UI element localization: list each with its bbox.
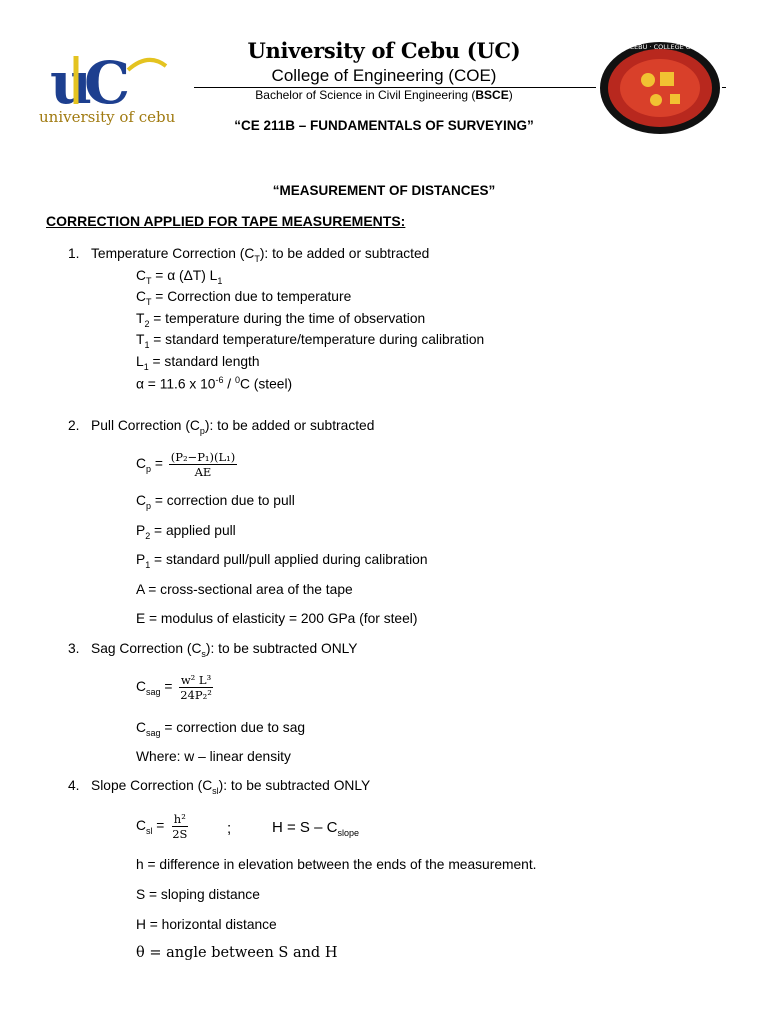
definition-line: h = difference in elevation between the ends of the measurement.: [136, 857, 537, 872]
definition-line: Where: w – linear density: [136, 749, 291, 764]
item-number: 3.: [68, 641, 80, 656]
definition-line: $C_p$ = correction due to pull: [136, 493, 295, 511]
definition-line: $L_1$ = standard length: [136, 354, 260, 372]
sag-correction-heading: Sag Correction $(C_s)$: to be subtracted ONLY: [91, 641, 358, 659]
definition-line: α = 11.6 x $10^{-6} / ^0C$ (steel): [136, 375, 293, 392]
item-number: 1.: [68, 246, 80, 261]
definition-line: $P_2$ = applied pull: [136, 523, 236, 541]
temperature-formula: $C_T = \alpha$ (ΔT) $L_1$: [136, 268, 223, 286]
item-number: 2.: [68, 418, 80, 433]
document-title: “MEASUREMENT OF DISTANCES”: [272, 183, 496, 198]
pull-formula: $C_p$ = $\frac{\text{(P₂−P₁)(L₁)}}{AE}$: [136, 450, 236, 479]
college-name: College of Engineering (COE): [271, 66, 497, 85]
svg-text:C: C: [84, 49, 131, 117]
definition-line: $P_1$ = standard pull/pull applied during calibration: [136, 552, 428, 570]
item-number: 4.: [68, 778, 80, 793]
horizontal-distance-formula: $H = S - C_{slope}$: [272, 819, 359, 838]
definition-line: $C_T$ = Correction due to temperature: [136, 289, 352, 307]
definition-line: $T_2$ = temperature during the time of observation: [136, 311, 426, 329]
formula-separator: ;: [227, 820, 232, 837]
svg-text:u: u: [50, 49, 93, 117]
definition-line: H = horizontal distance: [136, 917, 277, 932]
pull-correction-heading: Pull Correction $(C_p)$: to be added or subtracted: [91, 418, 375, 436]
university-name: University of Cebu (UC): [247, 38, 521, 63]
definition-line: θ = angle between S and H: [136, 945, 338, 961]
svg-text:university of cebu: university of cebu: [39, 108, 176, 126]
section-title: CORRECTION APPLIED FOR TAPE MEASUREMENTS:: [46, 213, 406, 229]
sag-formula: $C_{sag}$ = $\frac{\text{w² L³}}{\text{24P₂²}}$: [136, 673, 212, 702]
degree-program: Bachelor of Science in Civil Engineering (BSCE): [255, 88, 513, 102]
course-title: “CE 211B – FUNDAMENTALS OF SURVEYING”: [234, 118, 534, 133]
definition-line: $C_{sag}$ = correction due to sag: [136, 720, 306, 738]
temperature-correction-heading: Temperature Correction $(C_T)$: to be added or subtracted: [91, 246, 430, 264]
definition-line: E = modulus of elasticity = 200 GPa (for steel): [136, 611, 418, 626]
svg-text:UNIVERSITY OF CEBU · COLLEGE O: UNIVERSITY OF CEBU · COLLEGE OF ENGINEERING: [577, 43, 743, 51]
definition-line: $T_1$ = standard temperature/temperature during calibration: [136, 332, 485, 350]
definition-line: S = sloping distance: [136, 887, 260, 902]
slope-formula: $C_{sl}$ = $\frac{\text{h²}}{2S}$: [136, 812, 188, 841]
definition-line: A = cross-sectional area of the tape: [136, 582, 353, 597]
slope-correction-heading: Slope Correction $(C_{sl})$: to be subtracted ONLY: [91, 778, 371, 796]
